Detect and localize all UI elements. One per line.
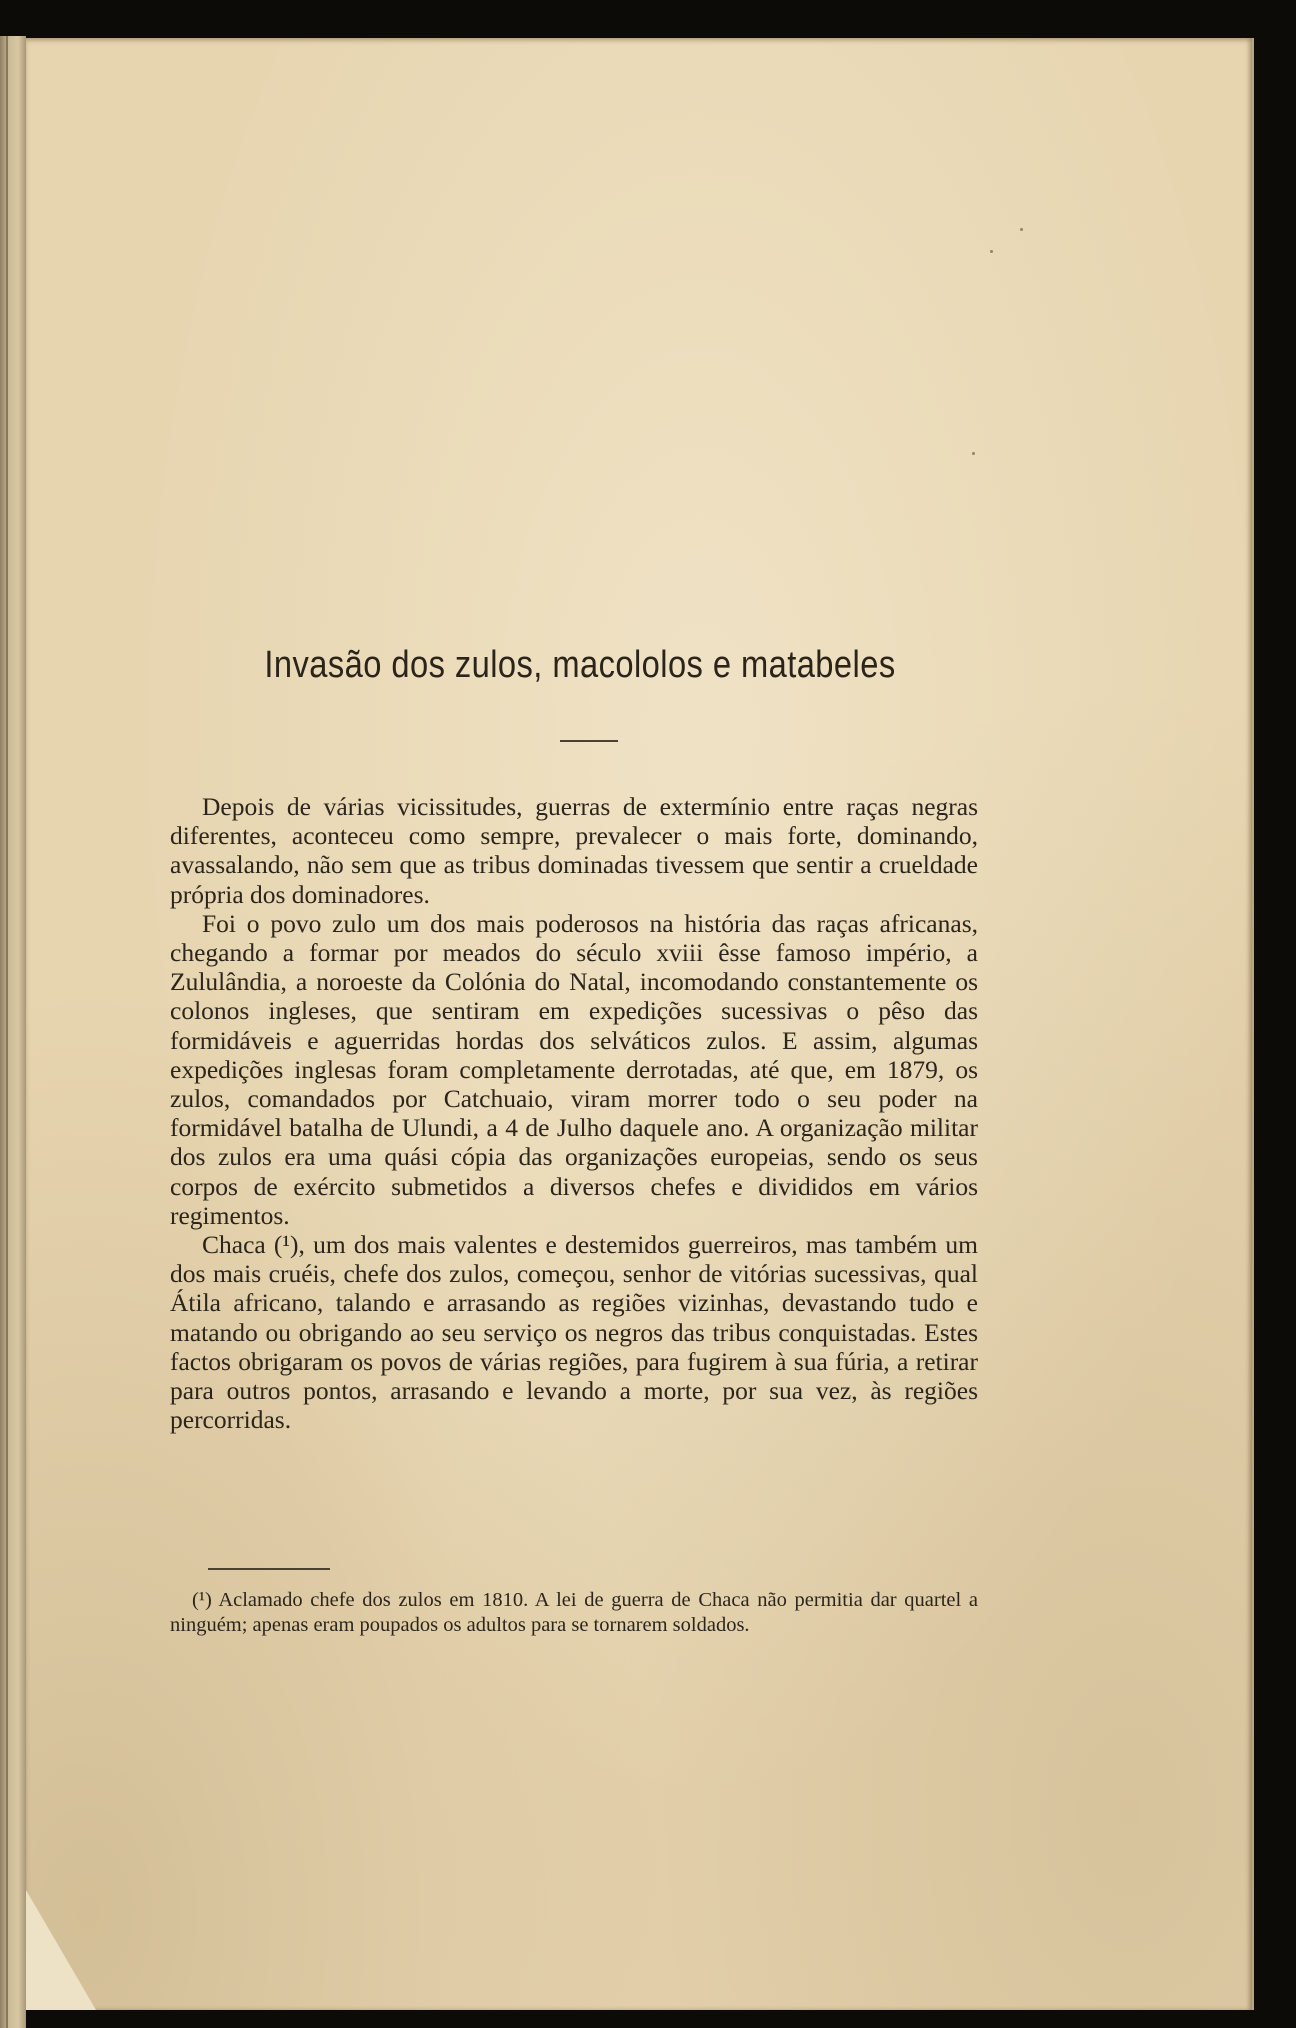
bleed-through-text (170, 240, 990, 560)
page-fold-line (6, 36, 8, 2028)
body-text (170, 792, 978, 1434)
footnote-text: (¹) Aclamado chefe dos zulos em 1810. A lei de guerra de Chaca não permitia dar quartel a ninguém; apenas eram poupados os adultos para se tornarem soldados. (170, 1589, 978, 1636)
title-divider (560, 740, 618, 742)
page-title: Invasão dos zulos, macololos e matabeles (264, 644, 896, 686)
paragraph: Depois de várias vicissitudes, guerras de extermínio entre raças negras diferentes, aconteceu como sempre, prevalecer o mais forte, dominando, avassalando, não sem que as tribus dominadas tivessem que sentir a crueldade própria dos dominadores. (170, 792, 978, 909)
paragraph: Chaca (¹), um dos mais valentes e destemidos guerreiros, mas também um dos mais cruéis, chefe dos zulos, começou, senhor de vitórias sucessivas, qual Átila africano, talando e arrasando as regiões vizinhas, devastando tudo e matando ou obrigando ao seu serviço os negros das tribus conquistadas. Estes factos obrigaram os povos de várias regiões, para fugirem à sua fúria, a retirar para outros pontos, arrasando e levando a morte, por sua vez, às regiões percorridas. (170, 1230, 978, 1435)
paper-speck (990, 250, 993, 253)
paper-speck (1020, 228, 1023, 231)
footnote (170, 1588, 978, 1638)
paper-speck (972, 452, 975, 455)
paragraph: Foi o povo zulo um dos mais poderosos na história das raças africanas, chegando a formar por meados do século xviii êsse famoso império, a Zululândia, a noroeste da Colónia do Natal, incomodando constantemente os colonos ingleses, que sentiram em expedições sucessivas o pêso das formidáveis e aguerridas hordas dos selváticos zulos. E assim, algumas expedições inglesas foram completamente derrotadas, até que, em 1879, os zulos, comandados por Catchuaio, viram morrer todo o seu poder na formidável batalha de Ulundi, a 4 de Julho daquele ano. A organização militar dos zulos era uma quási cópia das organizações europeias, sendo os seus corpos de exército submetidos a diversos chefes e divididos em vários regimentos. (170, 908, 978, 1230)
folded-corner (26, 1890, 96, 2010)
footnote-divider (208, 1568, 330, 1570)
previous-page-edge (0, 36, 26, 2028)
